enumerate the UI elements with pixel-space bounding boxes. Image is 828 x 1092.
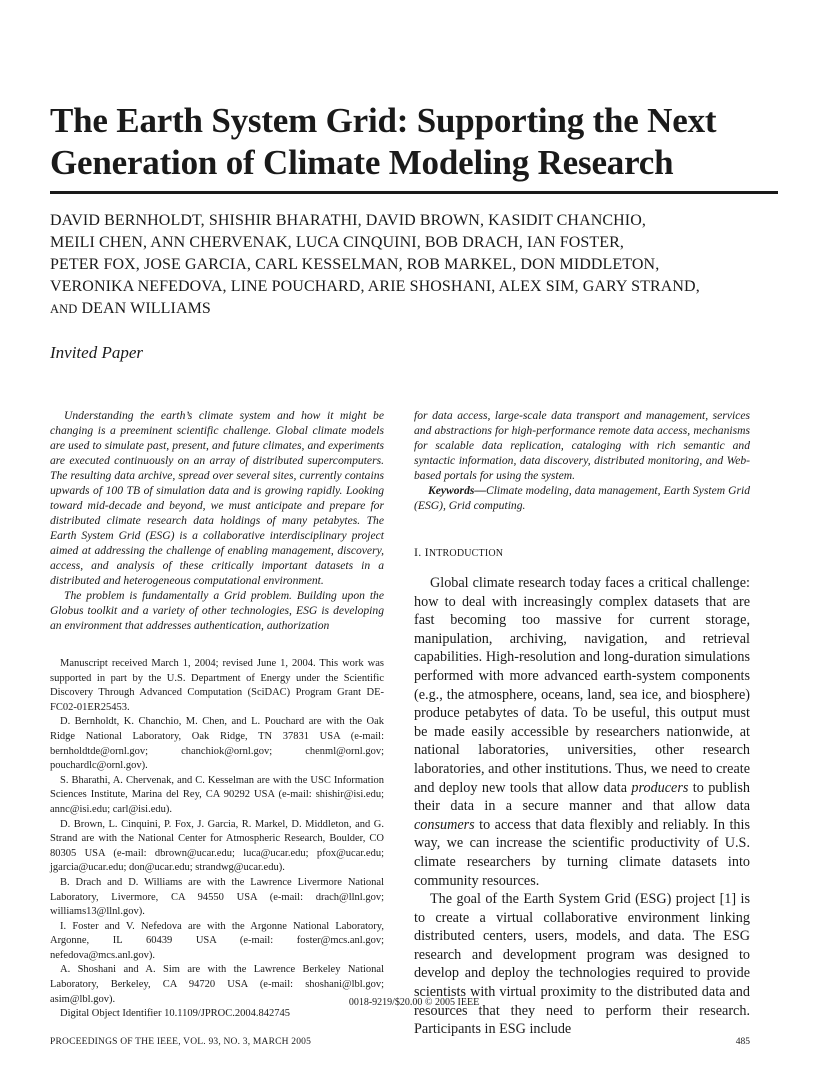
intro-paragraph-2: The goal of the Earth System Grid (ESG) project [1] is to create a virtual collaborative environment linking distributed centers, users, models, and data. The ESG research and development program was designed to develop and deploy the technologies required to provide scientists with virtual proximity to the distributed data and resources that they need to perform their research. Participants in ESG include xyxy=(414,891,750,1038)
page-number: 485 xyxy=(735,1037,750,1047)
footnote: Manuscript received March 1, 2004; revised June 1, 2004. This work was supported in part by the U.S. Department of Energy under the Scientific Discovery Through Advanced Computation (SciDAC) Program Grant DE-FC02-01ER25453. xyxy=(50,658,384,713)
section-numeral: I. xyxy=(414,545,422,559)
author-line: PETER FOX, JOSE GARCIA, CARL KESSELMAN, ROB MARKEL, DON MIDDLETON, xyxy=(50,256,660,273)
paper-title xyxy=(50,100,770,184)
intro-emphasis: consumers xyxy=(414,816,475,833)
abstract-right xyxy=(414,408,750,513)
intro-text: to access that data flexibly and reliably. In this way, we can increase the scientific productivity of U.S. climate researchers by turning climate datasets into community resources. xyxy=(414,816,750,889)
keywords xyxy=(414,483,750,513)
author-last-name: DEAN WILLIAMS xyxy=(81,300,211,317)
section-initial: I xyxy=(424,545,429,559)
title-line-2: Generation of Climate Modeling Research xyxy=(50,143,674,182)
intro-paragraph-1 xyxy=(414,574,750,890)
footnote: I. Foster and V. Nefedova are with the Argonne National Laboratory, Argonne, IL 60439 USA (e-mail: foster@mcs.anl.gov; nefedova@mcs.anl.gov). xyxy=(50,920,384,961)
title-rule xyxy=(50,191,778,194)
copyright-line: 0018-9219/$20.00 © 2005 IEEE xyxy=(348,997,480,1008)
intro-text: Global climate research today faces a critical challenge: how to deal with increasingly complex datasets that are fast becoming too massive for current storage, manipulation, archiving, navigation, and retrieval capabilities. High-resolution and long-duration simulations performed with more advanced earth-system components (e.g., the atmosphere, oceans, land, sea ice, and biosphere) produce petabytes of data. To be useful, this output must be made easily accessible by researchers nationwide, at national laboratories, universities, other research laboratories, and other institutions. Thus, we need to create and deploy new tools that allow data xyxy=(414,575,750,796)
author-conjunction: AND xyxy=(50,302,78,316)
author-line: DAVID BERNHOLDT, SHISHIR BHARATHI, DAVID BROWN, KASIDIT CHANCHIO, xyxy=(50,212,646,229)
keywords-text: Climate modeling, data management, Earth System Grid (ESG), Grid computing. xyxy=(414,484,750,512)
keywords-label: Keywords— xyxy=(428,484,486,497)
author-list xyxy=(50,210,780,320)
abstract-continuation: for data access, large-scale data transport and management, services and abstractions for high-performance remote data access, mechanisms for scalable data replication, cataloging with rich semantic and syntactic information, data discovery, distributed monitoring, and Web-based portals for using the system. xyxy=(414,409,750,482)
title-line-1: The Earth System Grid: Supporting the Next xyxy=(50,101,717,140)
intro-emphasis: producers xyxy=(631,779,689,796)
author-line: MEILI CHEN, ANN CHERVENAK, LUCA CINQUINI, BOB DRACH, IAN FOSTER, xyxy=(50,234,625,251)
section-rest: NTRODUCTION xyxy=(428,548,504,559)
intro-text: to publish their data in a secure manner and that allow data xyxy=(414,779,750,815)
section-heading xyxy=(414,545,503,560)
footnote-doi: Digital Object Identifier 10.1109/JPROC.2004.842745 xyxy=(60,1008,291,1020)
abstract-left xyxy=(50,408,384,633)
abstract-paragraph: Understanding the earth’s climate system and how it might be changing is a preeminent scientific challenge. Global climate models are used to simulate past, present, and future climates, and experiments are executed continuously on an array of distributed supercomputers. The resulting data archive, spread over several sites, currently contains upwards of 100 TB of simulation data and is growing rapidly. Looking toward mid-decade and beyond, we must anticipate and prepare for distributed climate research data holdings of many petabytes. The Earth System Grid (ESG) is a collaborative interdisciplinary project aimed at addressing the challenge of enabling management, discovery, access, and analysis of these critically important datasets in a distributed and heterogeneous computational environment. xyxy=(50,409,384,587)
author-line: VERONIKA NEFEDOVA, LINE POUCHARD, ARIE SHOSHANI, ALEX SIM, GARY STRAND, xyxy=(50,278,700,295)
author-line-last xyxy=(50,298,780,320)
journal-footer: PROCEEDINGS OF THE IEEE, VOL. 93, NO. 3, MARCH 2005 xyxy=(50,1037,312,1047)
footnotes xyxy=(50,657,384,1022)
paper-type: Invited Paper xyxy=(50,343,143,362)
footnote: D. Brown, L. Cinquini, P. Fox, J. Garcia, R. Markel, D. Middleton, and G. Strand are with the National Center for Atmospheric Research, Boulder, CO 80305 USA (e-mail: dbrown@ucar.edu; luca@ucar.edu; pfox@ucar.edu; jgarcia@ucar.edu; don@ucar.edu; strandwg@ucar.edu). xyxy=(50,818,384,874)
footnote: B. Drach and D. Williams are with the Lawrence Livermore National Laboratory, Livermore, CA 94550 USA (e-mail: drach@llnl.gov; williams13@llnl.gov). xyxy=(50,876,384,918)
abstract-paragraph: The problem is fundamentally a Grid problem. Building upon the Globus toolkit and a variety of other technologies, ESG is developing an environment that addresses authentication, authorization xyxy=(50,589,384,632)
footnote: S. Bharathi, A. Chervenak, and C. Kesselman are with the USC Information Sciences Institute, Marina del Rey, CA 90292 USA (e-mail: shishir@isi.edu; annc@isi.edu; carl@isi.edu). xyxy=(50,774,384,815)
footnote: D. Bernholdt, K. Chanchio, M. Chen, and L. Pouchard are with the Oak Ridge National Laboratory, Oak Ridge, TN 37831 USA (e-mail: bernholdtde@ornl.gov; chanchiok@ornl.gov; chenml@ornl.gov; pouchardlc@ornl.gov). xyxy=(50,716,384,772)
introduction-body xyxy=(414,574,750,1039)
footnote: A. Shoshani and A. Sim are with the Lawrence Berkeley National Laboratory, Berkeley, CA 94720 USA (e-mail: shoshani@lbl.gov; asim@lbl.gov). xyxy=(50,964,384,1005)
